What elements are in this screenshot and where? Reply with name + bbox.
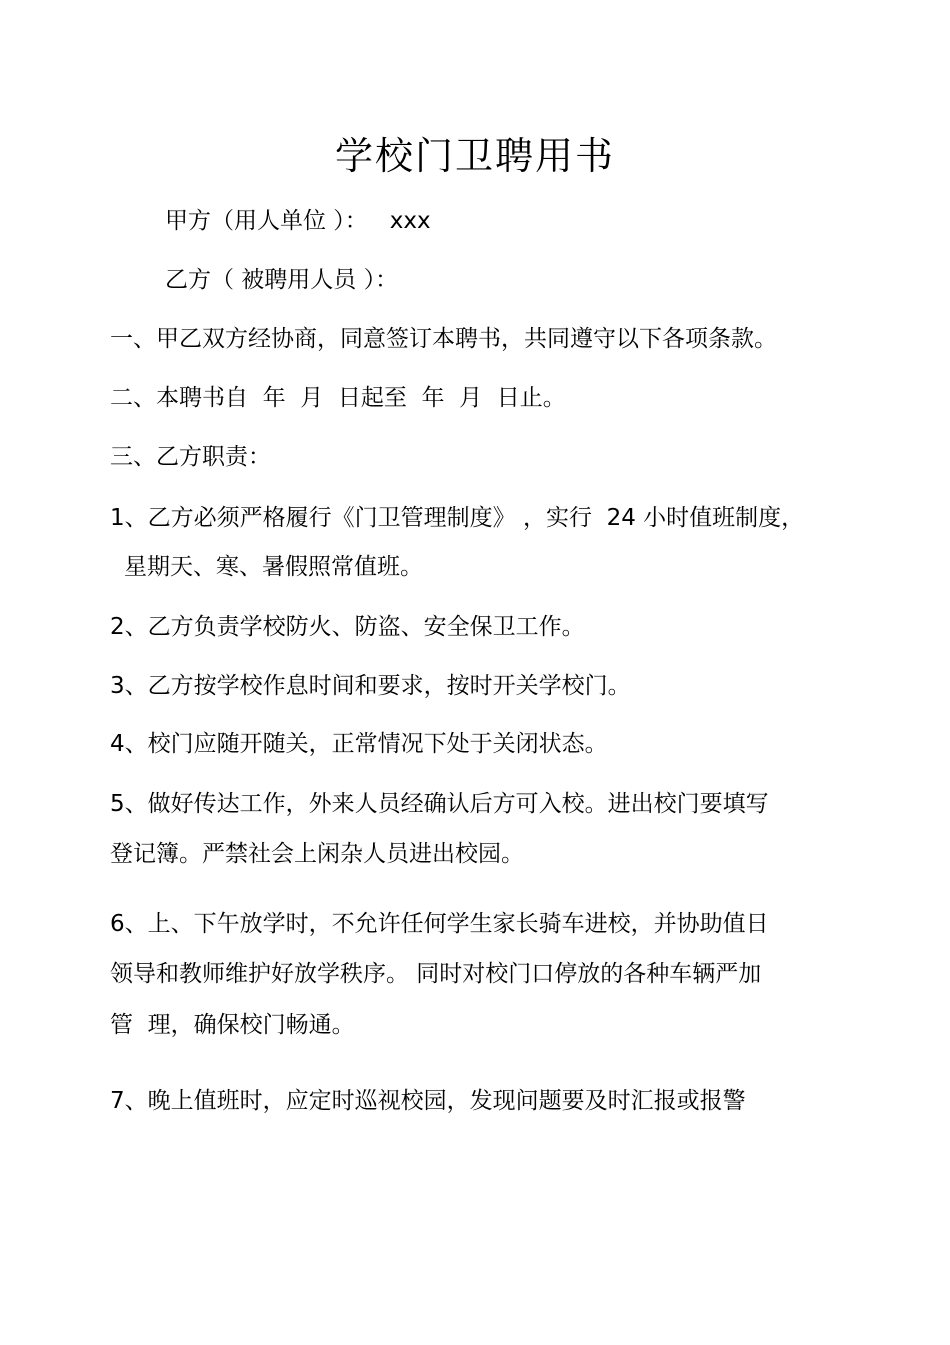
duty-4: 4、校门应随开随关，正常情况下处于关闭状态。 bbox=[110, 731, 608, 757]
duty-6-line-3: 管 理，确保校门畅通。 bbox=[110, 1012, 355, 1038]
clause-3: 三、乙方职责： bbox=[110, 444, 271, 470]
duty-7: 7、晚上值班时，应定时巡视校园，发现问题要及时汇报或报警 bbox=[110, 1088, 746, 1114]
party-b-line: 乙方（ 被聘用人员 ）： bbox=[165, 267, 399, 293]
document-title: 学校门卫聘用书 bbox=[334, 134, 615, 178]
duty-3: 3、乙方按学校作息时间和要求，按时开关学校门。 bbox=[110, 673, 631, 699]
duty-6-line-1: 6、上、下午放学时，不允许任何学生家长骑车进校，并协助值日 bbox=[110, 911, 769, 937]
clause-1: 一、甲乙双方经协商，同意签订本聘书，共同遵守以下各项条款。 bbox=[110, 326, 777, 352]
duty-5-line-1: 5、做好传达工作，外来人员经确认后方可入校。进出校门要填写 bbox=[110, 791, 769, 817]
duty-6-line-2: 领导和教师维护好放学秩序。 同时对校门口停放的各种车辆严加 bbox=[110, 961, 762, 987]
duty-1-line-1: 1、乙方必须严格履行《门卫管理制度》 ，实行 24 小时值班制度， bbox=[110, 505, 805, 531]
duty-1-line-2: 星期天、寒、暑假照常值班。 bbox=[124, 554, 423, 580]
duty-2: 2、乙方负责学校防火、防盗、安全保卫工作。 bbox=[110, 614, 585, 640]
party-a-line: 甲方（用人单位 ）： xxx bbox=[165, 208, 431, 234]
duty-5-line-2: 登记簿。严禁社会上闲杂人员进出校园。 bbox=[110, 841, 524, 867]
clause-2: 二、本聘书自 年 月 日起至 年 月 日止。 bbox=[110, 385, 566, 411]
